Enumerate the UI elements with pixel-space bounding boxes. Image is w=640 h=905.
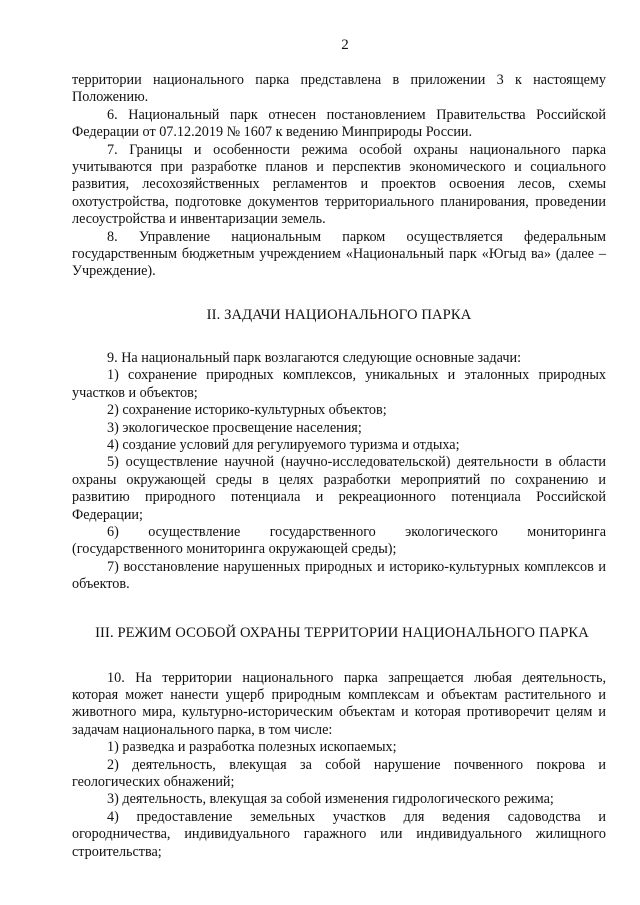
- list-item-task-3: 3) экологическое просвещение населения;: [107, 419, 362, 436]
- list-item-task-4: 4) создание условий для регулируемого туризма и отдыха;: [107, 436, 460, 453]
- paragraph-continuation: территории национального парка представлена в приложении 3 к настоящему Положению.: [72, 72, 606, 106]
- paragraph-9: 9. На национальный парк возлагаются следующие основные задачи:: [107, 349, 522, 366]
- list-item-prohibition-1: 1) разведка и разработка полезных ископаемых;: [107, 739, 397, 756]
- list-item-task-5: 5) осуществление научной (научно-исследовательской) деятельности в области охраны окружающей среды в целях разработки мероприятий по сохранению и развитию природного потенциала и рекреационного потенциала Российской Федерации;: [72, 454, 606, 523]
- section-heading-tasks: II. ЗАДАЧИ НАЦИОНАЛЬНОГО ПАРКА: [206, 306, 472, 323]
- list-item-prohibition-3: 3) деятельность, влекущая за собой изменения гидрологического режима;: [107, 791, 554, 808]
- paragraph-10: 10. На территории национального парка запрещается любая деятельность, которая может нанести ущерб природным комплексам и объектам растительного и животного мира, культурно-историческим объектам и которая противоречит целям и задачам национального парка, в том числе:: [72, 669, 606, 738]
- list-item-task-7: 7) восстановление нарушенных природных и историко-культурных комплексов и объектов.: [72, 558, 606, 593]
- list-item-prohibition-4: 4) предоставление земельных участков для ведения садоводства и огородничества, индивидуального гаражного или индивидуального жилищного строительства;: [72, 808, 606, 860]
- paragraph-6: 6. Национальный парк отнесен постановлением Правительства Российской Федерации от 07.12.2019 № 1607 к ведению Минприроды России.: [72, 106, 606, 141]
- list-item-task-1: 1) сохранение природных комплексов, уникальных и эталонных природных участков и объектов;: [72, 367, 606, 401]
- paragraph-7: 7. Границы и особенности режима особой охраны национального парка учитываются при разработке планов и перспектив экономического и социального развития, лесохозяйственных регламентов и проектов освоения лесов, схемы охотустройства, подготовке документов территориального планирования, проведении лесоустройства и инвентаризации земель.: [72, 141, 606, 228]
- list-item-task-2: 2) сохранение историко-культурных объектов;: [107, 402, 387, 419]
- list-item-task-6: 6) осуществление государственного экологического мониторинга (государственного мониторинга окружающей среды);: [72, 523, 606, 558]
- page-number: 2: [341, 37, 349, 53]
- section-heading-protection-regime: III. РЕЖИМ ОСОБОЙ ОХРАНЫ ТЕРРИТОРИИ НАЦИОНАЛЬНОГО ПАРКА: [95, 624, 589, 641]
- paragraph-8: 8. Управление национальным парком осуществляется федеральным государственным бюджетным учреждением «Национальный парк «Югыд ва» (далее – Учреждение).: [72, 228, 606, 280]
- list-item-prohibition-2: 2) деятельность, влекущая за собой нарушение почвенного покрова и геологических обнажений;: [72, 756, 606, 790]
